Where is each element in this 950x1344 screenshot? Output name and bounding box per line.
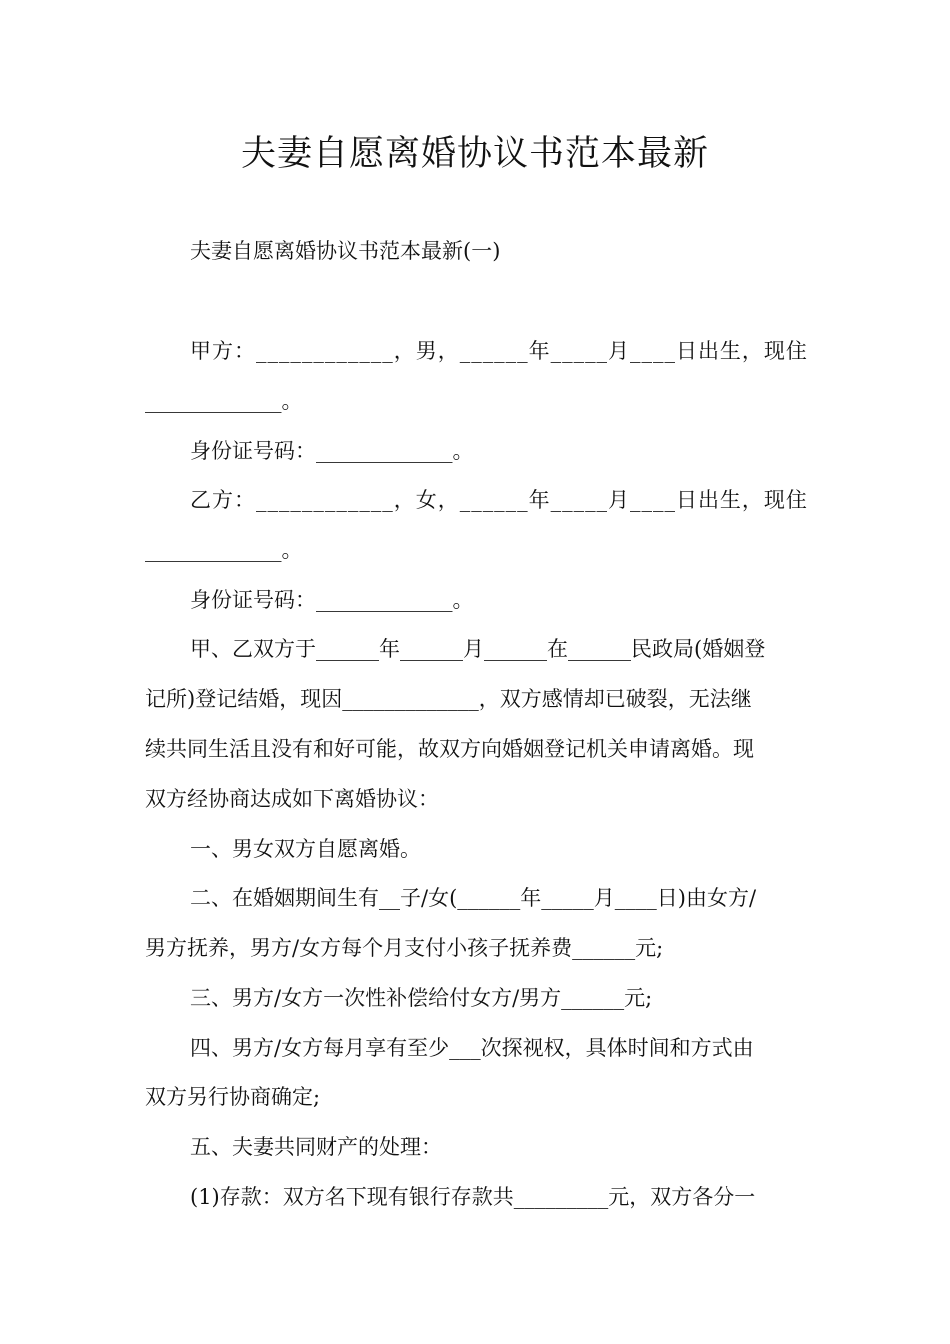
paragraph-line: 五、夫妻共同财产的处理： [190, 1135, 442, 1159]
clause-4-line-2 [0, 1080, 950, 1114]
clause-4-line-1 [0, 1031, 950, 1065]
clause-5-item-1 [0, 1180, 950, 1214]
paragraph-line: 三、男方/女方一次性补偿给付女方/男方______元; [190, 986, 653, 1010]
paragraph-line: 男方抚养，男方/女方每个月支付小孩子抚养费______元; [145, 936, 664, 960]
party-a-address-line [0, 384, 950, 418]
paragraph-line: 双方另行协商确定; [145, 1085, 321, 1109]
marriage-paragraph-line-3 [0, 732, 950, 766]
clause-2-line-2 [0, 931, 950, 965]
party-b-address-line [0, 533, 950, 567]
paragraph-line: 二、在婚姻期间生有__子/女(______年_____月____日)由女方/ [190, 886, 757, 910]
party-a-line [0, 334, 950, 368]
paragraph-line: 夫妻自愿离婚协议书范本最新(一) [190, 239, 501, 263]
paragraph-line: 身份证号码：_____________。 [190, 588, 474, 612]
marriage-paragraph-line-4 [0, 782, 950, 816]
clause-3 [0, 981, 950, 1015]
party-b-id-line [0, 583, 950, 617]
paragraph-line: 身份证号码：_____________。 [190, 439, 474, 463]
paragraph-line: 一、男女双方自愿离婚。 [190, 837, 421, 861]
party-b-line [0, 483, 950, 517]
clause-5 [0, 1130, 950, 1164]
paragraph-line: 甲、乙双方于______年______月______在______民政局(婚姻登 [190, 637, 766, 661]
paragraph-line: (1)存款：双方名下现有银行存款共_________元，双方各分一 [190, 1185, 756, 1209]
party-a-id-line [0, 434, 950, 468]
document-title: 夫妻自愿离婚协议书范本最新 [240, 134, 709, 174]
paragraph-line: _____________。 [145, 538, 303, 562]
paragraph-line: _____________。 [145, 389, 303, 413]
section-heading [0, 234, 950, 268]
clause-1 [0, 832, 950, 866]
paragraph-line: 乙 方 ： _ _ _ _ _ _ _ _ _ _ _ _ ， 女 ， _ _ _ _ _ _ 年 _ _ _ _ _ 月 _ _ _ _ 日 出 生 ， 现 住 [190, 488, 807, 512]
paragraph-line: 记所)登记结婚，现因_____________，双方感情却已破裂，无法继 [145, 687, 752, 711]
paragraph-line: 续共同生活且没有和好可能，故双方向婚姻登记机关申请离婚。现 [145, 737, 754, 761]
marriage-paragraph-line-1 [0, 632, 950, 666]
marriage-paragraph-line-2 [0, 682, 950, 716]
paragraph-line: 甲 方 ： _ _ _ _ _ _ _ _ _ _ _ _ ， 男 ， _ _ _ _ _ _ 年 _ _ _ _ _ 月 _ _ _ _ 日 出 生 ， 现 住 [190, 339, 807, 363]
clause-2-line-1 [0, 881, 950, 915]
paragraph-line: 双方经协商达成如下离婚协议： [145, 787, 439, 811]
paragraph-line: 四、男方/女方每月享有至少___次探视权，具体时间和方式由 [190, 1036, 754, 1060]
